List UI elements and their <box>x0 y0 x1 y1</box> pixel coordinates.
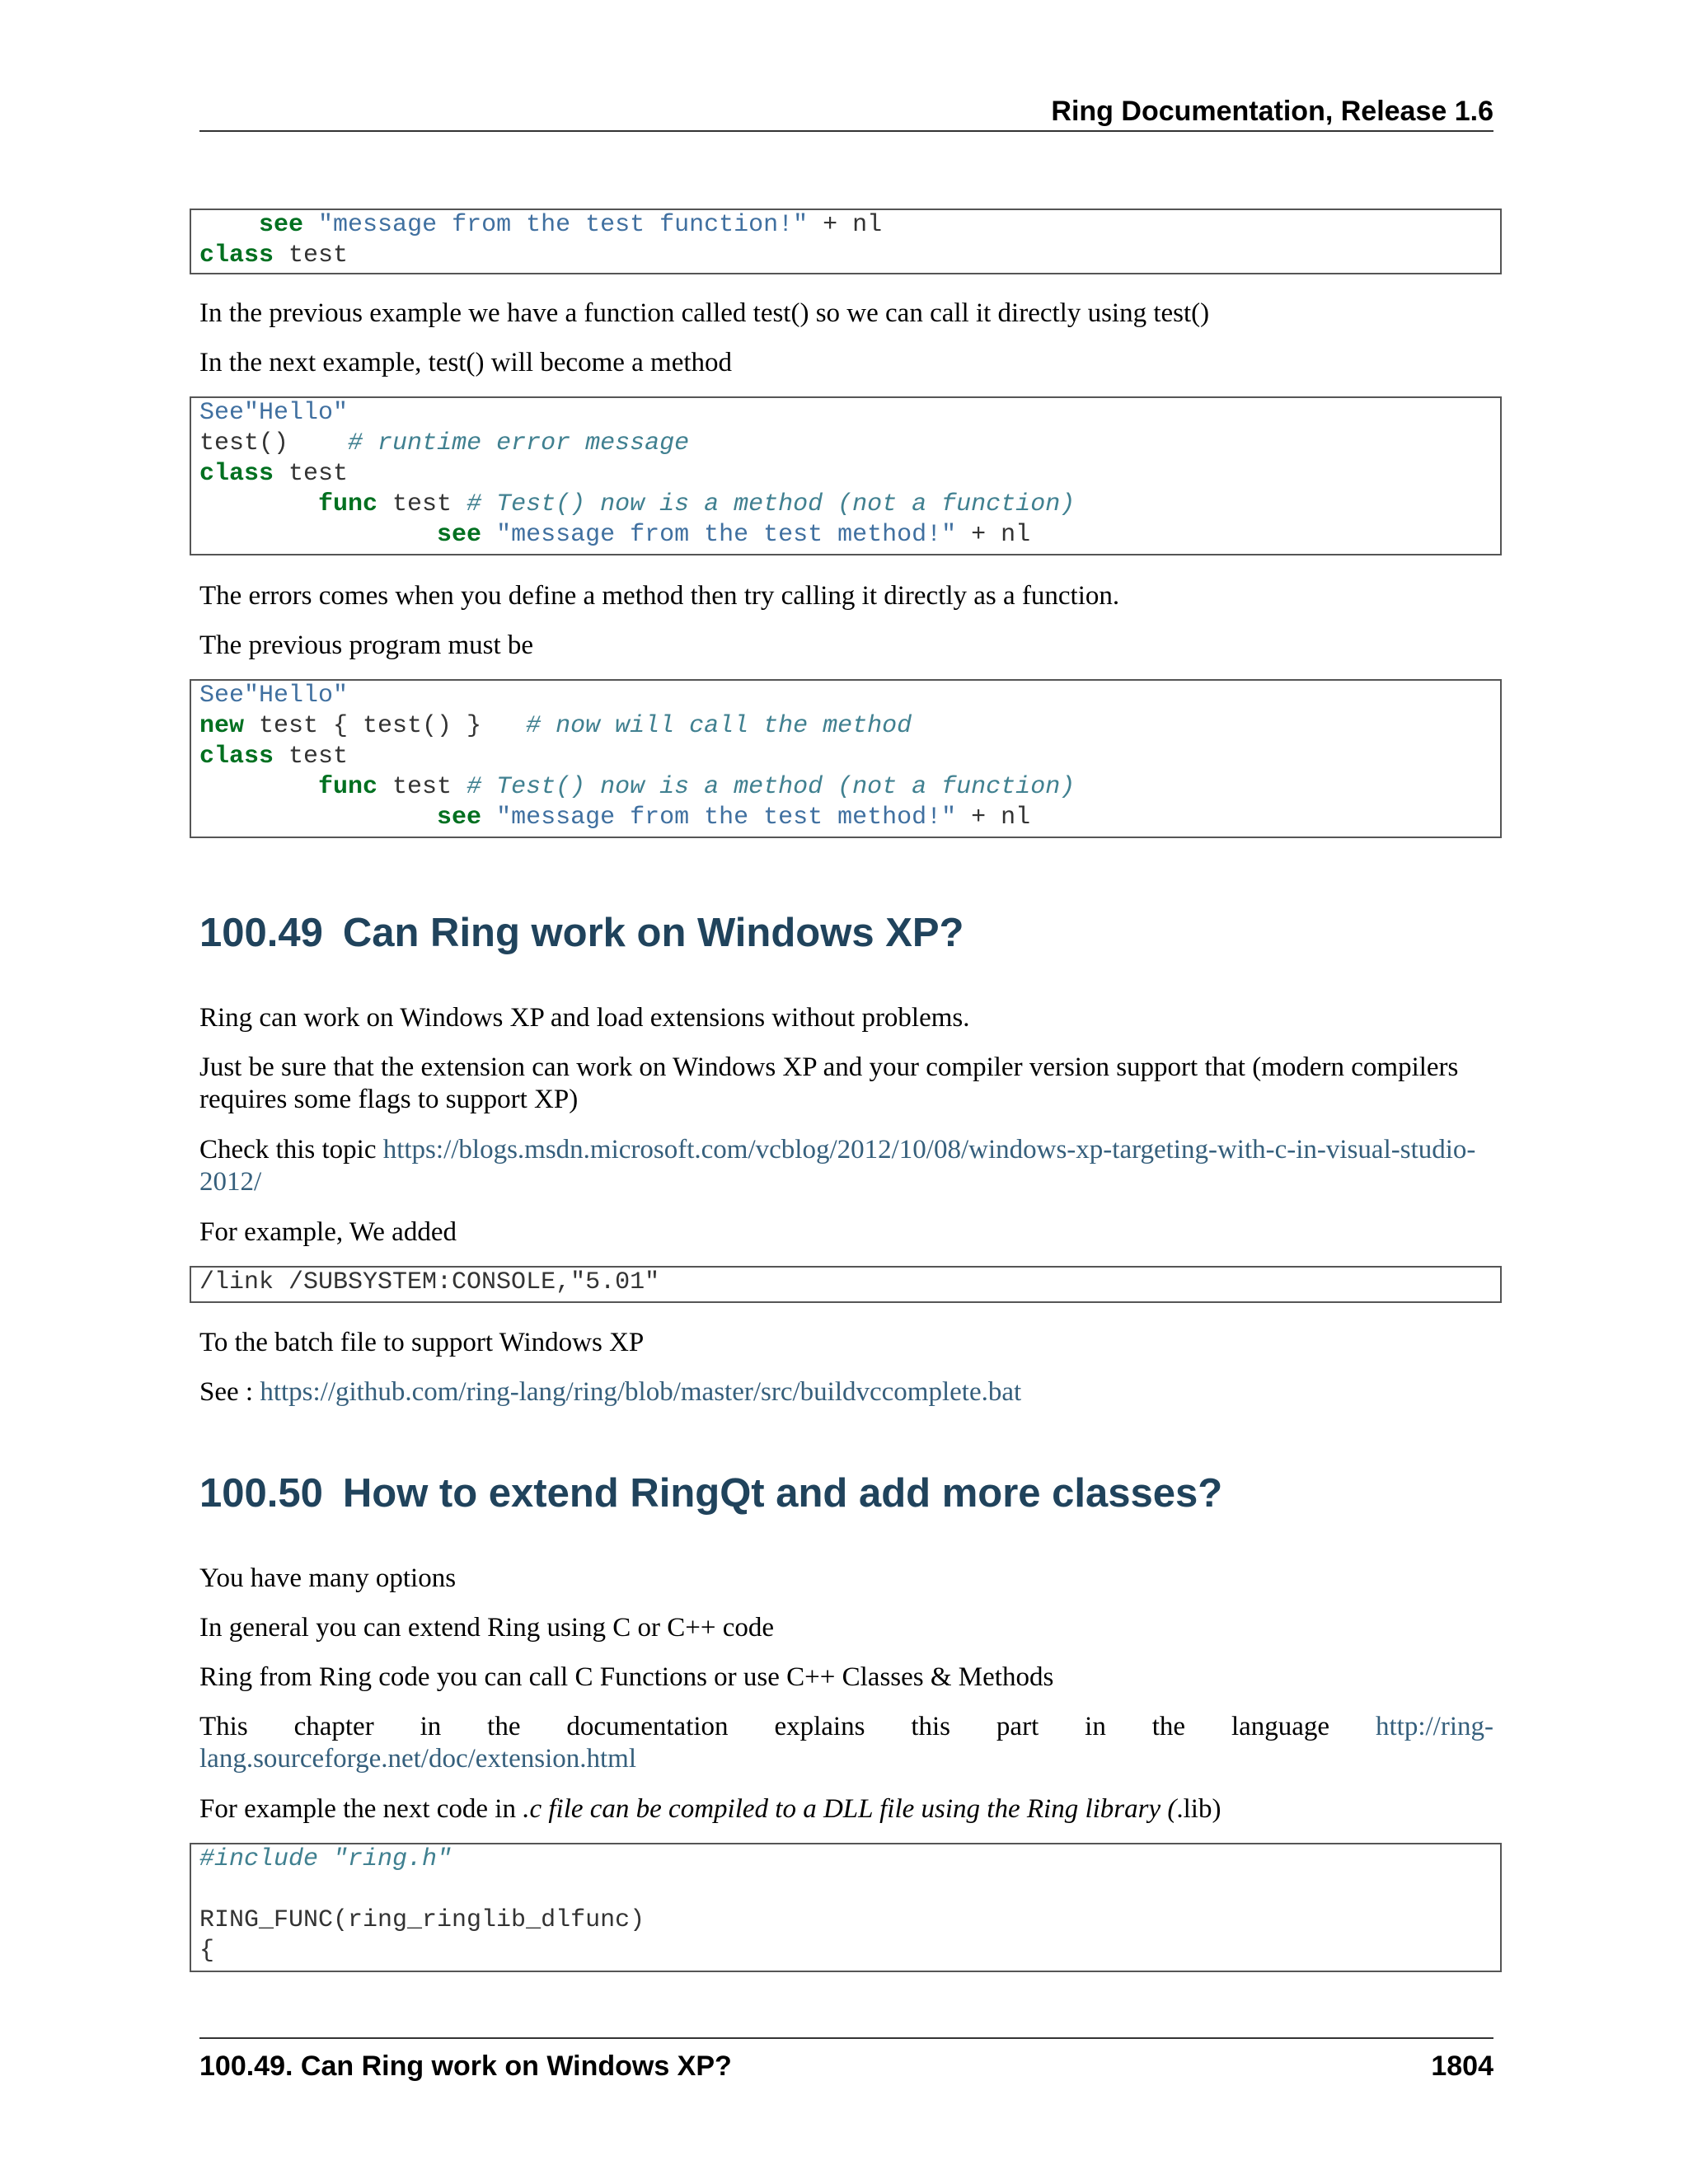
msdn-blog-link[interactable]: https://blogs.msdn.microsoft.com/vcblog/2012/10/08/windows-xp-targeting-with-c-in-visual-studio-2012/ <box>199 1135 1476 1197</box>
paragraph: To the batch file to support Windows XP <box>199 1328 645 1357</box>
paragraph <box>199 1376 1493 1408</box>
paragraph: For example, We added <box>199 1217 457 1247</box>
code-comment: # Test() now is a method (not a function) <box>467 490 1076 518</box>
code-block-3 <box>190 679 1502 838</box>
paragraph-text: This chapter in the documentation explains this part in the language <box>199 1712 1330 1741</box>
code-text: + nl <box>956 521 1031 549</box>
running-header <box>199 92 1493 132</box>
paragraph-text: See : <box>199 1377 260 1407</box>
paragraph: In general you can extend Ring using C or C++ code <box>199 1613 775 1643</box>
code-keyword: see <box>437 521 482 549</box>
code-block-4 <box>190 1266 1502 1303</box>
code-text: test <box>377 773 467 801</box>
code-text: test <box>274 743 349 771</box>
paragraph <box>199 1793 1493 1825</box>
code-string: See"Hello" <box>199 399 349 427</box>
code-text: RING_FUNC(ring_ringlib_dlfunc) <box>199 1906 645 1934</box>
code-text: test <box>377 490 467 518</box>
code-keyword: class <box>199 241 274 269</box>
section-title: How to extend RingQt and add more classes? <box>342 1471 1223 1516</box>
code-string: "message from the test function!" <box>318 211 809 239</box>
paragraph <box>199 1134 1493 1198</box>
paragraph: The errors comes when you define a method then try calling it directly as a function. <box>199 581 1120 611</box>
code-block-5 <box>190 1843 1502 1972</box>
header-title: Ring Documentation, Release 1.6 <box>1051 96 1493 127</box>
code-keyword: func <box>318 773 378 801</box>
code-keyword: new <box>199 712 245 740</box>
code-string: "message from the test method!" <box>496 804 957 832</box>
running-footer <box>199 2037 1493 2085</box>
code-text: test <box>274 460 349 488</box>
code-keyword: class <box>199 743 274 771</box>
code-comment: # now will call the method <box>526 712 912 740</box>
code-keyword: see <box>437 804 482 832</box>
paragraph: In the next example, test() will become a method <box>199 348 733 377</box>
code-text: test { test() } <box>244 712 482 740</box>
code-text: + nl <box>956 804 1031 832</box>
code-comment: #include "ring.h" <box>199 1845 452 1873</box>
code-block-1 <box>190 209 1502 274</box>
code-text: { <box>199 1937 215 1965</box>
paragraph <box>199 1711 1493 1743</box>
code-text: /link /SUBSYSTEM:CONSOLE,"5.01" <box>199 1268 660 1296</box>
paragraph: Ring can work on Windows XP and load extensions without problems. <box>199 1003 970 1033</box>
code-keyword: see <box>259 211 304 239</box>
paragraph-italic-text: .c file can be compiled to a DLL file using the Ring library ( <box>523 1794 1177 1824</box>
code-comment: # Test() now is a method (not a function) <box>467 773 1076 801</box>
section-heading-100-50 <box>199 1469 1493 1518</box>
section-heading-100-49 <box>199 908 1493 958</box>
code-text: test <box>274 241 349 269</box>
section-title: Can Ring work on Windows XP? <box>342 911 964 955</box>
code-keyword: class <box>199 460 274 488</box>
code-keyword: func <box>318 490 378 518</box>
section-number: 100.50 <box>199 1471 323 1516</box>
paragraph: You have many options <box>199 1563 457 1593</box>
paragraph-continuation <box>199 1743 1493 1775</box>
github-batch-file-link[interactable]: https://github.com/ring-lang/ring/blob/master/src/buildvccomplete.bat <box>260 1377 1022 1407</box>
paragraph-text: For example the next code in <box>199 1794 523 1824</box>
paragraph: Ring from Ring code you can call C Functions or use C++ Classes & Methods <box>199 1662 1054 1692</box>
code-text: test() <box>199 429 289 457</box>
paragraph: Just be sure that the extension can work on Windows XP and your compiler version support that (modern compilers requires some flags to support XP) <box>199 1052 1459 1114</box>
paragraph-text: Check this topic <box>199 1135 383 1165</box>
paragraph: In the previous example we have a function called test() so we can call it directly using test() <box>199 298 1210 328</box>
paragraph-text: .lib) <box>1176 1794 1221 1824</box>
code-comment: # runtime error message <box>348 429 690 457</box>
code-string: "message from the test method!" <box>496 521 957 549</box>
footer-section-title: 100.49. Can Ring work on Windows XP? <box>199 2050 732 2082</box>
paragraph: The previous program must be <box>199 630 534 660</box>
code-block-2 <box>190 396 1502 555</box>
extension-doc-link[interactable]: lang.sourceforge.net/doc/extension.html <box>199 1744 636 1774</box>
code-text: + nl <box>808 211 883 239</box>
section-number: 100.49 <box>199 911 323 955</box>
page-number: 1804 <box>1431 2050 1493 2082</box>
extension-doc-link[interactable]: http://ring- <box>1376 1712 1493 1741</box>
code-string: See"Hello" <box>199 682 349 710</box>
